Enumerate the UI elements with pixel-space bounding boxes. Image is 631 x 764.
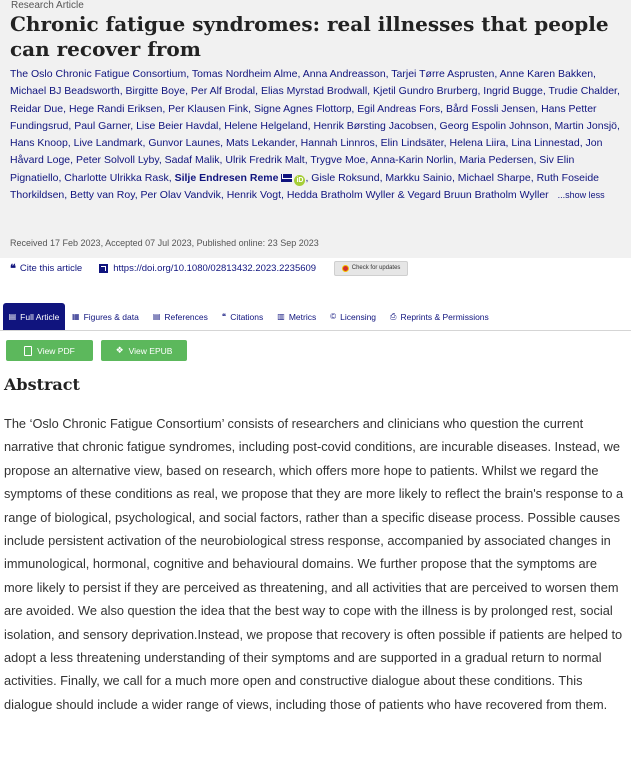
article-meta-row <box>10 260 408 276</box>
view-pdf-button[interactable] <box>6 340 93 361</box>
pdf-icon <box>24 346 32 356</box>
abstract-heading: Abstract <box>4 375 80 394</box>
quote-icon: ❝ <box>221 312 227 321</box>
tab-reprints-permissions[interactable] <box>383 303 496 330</box>
tab-full-article[interactable] <box>3 303 65 330</box>
tab-label: References <box>164 311 208 322</box>
authors-list-text[interactable]: The Oslo Chronic Fatigue Consortium, Tomas Nordheim Alme, Anna Andreasson, Tarjei Tørre Asprusten, Anne Karen Bakken, Michael BJ Beadsworth, Birgitte Boye, Per Alf Brodal, Elias Myrstad Brodwall, Kjetil Gundro Brurberg, Ingrid Bugge, Trudie Chalder, Reidar Due, Hege Randi Eriksen, Per Klausen Fink, Signe Agnes Flottorp, Egil Andreas Fors, Bård Fossli Jensen, Hans Petter Fundingsrud, Paul Garner, Lise Beier Havdal, Helene Helgeland, Henrik Børsting Jacobsen, Georg Espolin Johnson, Martin Jonsjö, Hans Knoop, Live Landmark, Gunvor Launes, Mats Lekander, Hannah Linnros, Elin Lindsäter, Helena Liira, Lina Linnestad, Jon Håvard Loge, Peter Solvoll Lyby, Sadaf Malik, Ulrik Fredrik Malt, Trygve Moe, Anna-Karin Norlin, Maria Pedersen, Siv Elin Pignatiello, Charlotte Ulrikka Rask, <box>10 68 620 184</box>
cite-label: Cite this article <box>19 262 83 274</box>
image-icon: ▦ <box>72 312 80 321</box>
last-author[interactable]: Vegard Bruun Bratholm Wyller <box>407 189 549 202</box>
quote-icon: ❝ <box>10 261 16 275</box>
tab-metrics[interactable] <box>270 303 323 330</box>
article-title: Chronic fatigue syndromes: real illnesses that people can recover from <box>10 12 609 61</box>
publication-dates: Received 17 Feb 2023, Accepted 07 Jul 2023, Published online: 23 Sep 2023 <box>10 238 319 248</box>
epub-icon: ❖ <box>115 345 124 355</box>
corresponding-author[interactable]: Silje Endresen Reme <box>174 171 279 184</box>
copyright-icon: © <box>330 312 337 321</box>
view-epub-label: View EPUB <box>128 345 173 356</box>
article-tabs <box>0 303 631 331</box>
show-less-link[interactable]: ...show less <box>557 190 605 201</box>
tab-label: Licensing <box>340 311 377 322</box>
check-for-updates-button[interactable] <box>334 261 408 276</box>
doi-link[interactable] <box>99 263 316 274</box>
tab-label: Figures & data <box>83 311 139 322</box>
list-icon: ▤ <box>152 312 161 321</box>
tab-label: Full Article <box>20 311 60 322</box>
check-updates-label: Check for updates <box>351 265 401 271</box>
tab-label: Citations <box>230 311 264 322</box>
tab-figures-data[interactable] <box>65 303 146 330</box>
printer-icon: ⎙ <box>390 311 397 321</box>
view-epub-button[interactable] <box>101 340 187 361</box>
document-icon: ▤ <box>8 312 17 321</box>
abstract-text: The ‘Oslo Chronic Fatigue Consortium’ consists of researchers and clinicians who question the current narrative that chronic fatigue syndromes, including post-covid conditions, are incurable diseases. Instead, we propose an alternative view, based on research, which offers more hope to patients. Whilst we regard the symptoms of these conditions as real, we propose that they are more likely to reflect the brain's response to a range of biological, psychological, and social factors, rather than a specific disease process. Possible causes include persistent activation of the neurobiological stress response, accompanied by associated changes in immunological, hormonal, cognitive and behavioural domains. We further propose that the symptoms are more likely to persist if they are perceived as threatening, and all activities that are perceived to worsen them are avoided. We also question the idea that the best way to cope with the illness is by prolonged rest, social isolation, and sensory deprivation.Instead, we propose that recovery is often possible if patients are helped to adopt a less threatening understanding of their symptoms and are supported in a gradual return to normal activities. Finally, we call for a much more open and constructive dialogue about these conditions. This dialogue should include a wider range of views, including those of patients who have recovered from them. <box>4 416 624 712</box>
tab-label: Metrics <box>288 311 317 322</box>
article-header <box>0 0 631 258</box>
external-link-icon <box>99 264 108 273</box>
crossmark-icon <box>342 265 349 272</box>
tab-label: Reprints & Permissions <box>400 311 489 322</box>
tab-licensing[interactable] <box>323 303 383 330</box>
download-buttons <box>6 340 187 361</box>
authors-list-text-continued[interactable]: , Gisle Roksund, Markku Sainio, Michael Sharpe, Ruth Foseide Thorkildsen, Betty van Roy, Per Olav Vandvik, Henrik Vogt, Hedda Bratholm Wyller & <box>10 171 600 202</box>
cite-link[interactable] <box>10 262 82 275</box>
tab-references[interactable] <box>146 303 215 330</box>
article-type-label: Research Article <box>11 0 84 11</box>
bar-chart-icon: ▥ <box>277 312 285 321</box>
view-pdf-label: View PDF <box>37 345 75 356</box>
author-list <box>10 66 628 204</box>
email-icon[interactable] <box>281 174 292 182</box>
doi-text: https://doi.org/10.1080/02813432.2023.2235609 <box>113 262 317 274</box>
orcid-icon[interactable]: iD <box>296 176 304 184</box>
tab-citations[interactable] <box>215 303 270 330</box>
